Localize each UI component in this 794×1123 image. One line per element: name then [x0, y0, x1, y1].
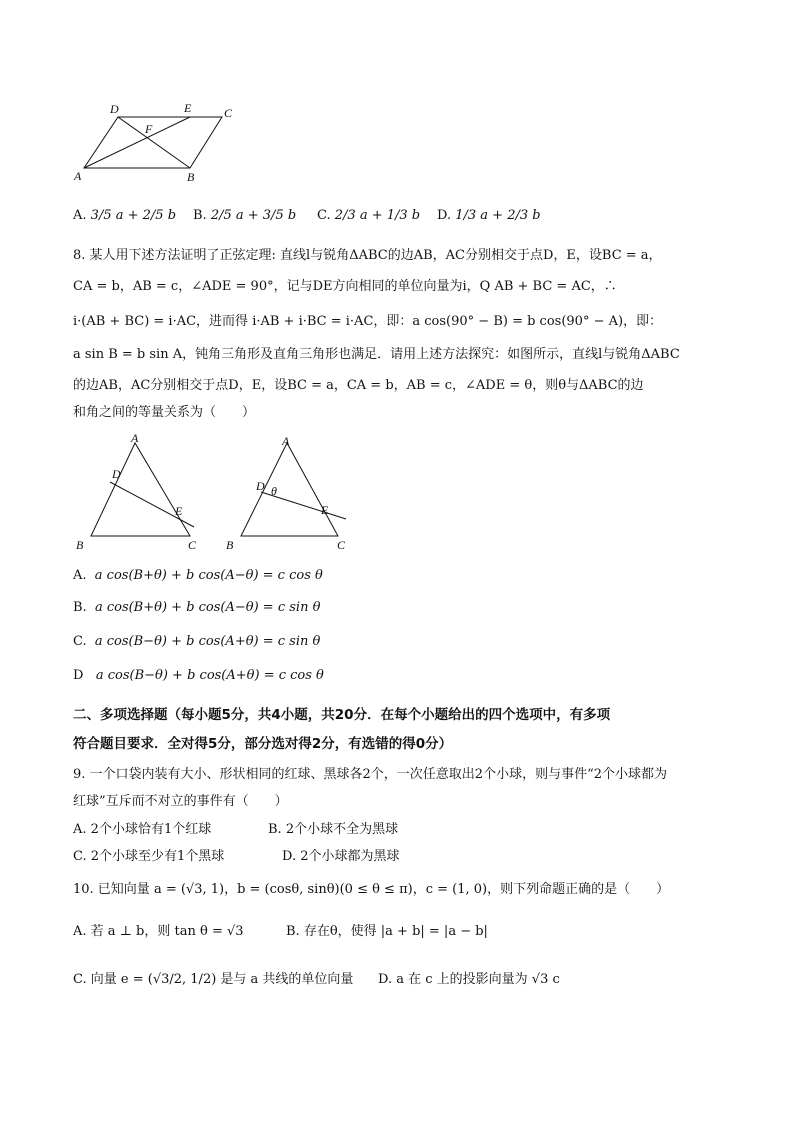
label-B: B [226, 538, 234, 552]
label-E: E [184, 101, 192, 115]
q10-option-d: D. a 在 c 上的投影向量为 √3 c [378, 972, 560, 987]
label-A: A [282, 434, 290, 448]
q8-line-1: 8. 某人用下述方法证明了正弦定理: 直线l与锐角ΔABC的边AB，AC分别相交于点D，E，设BC = a， [73, 248, 662, 263]
parallelogram-figure [70, 98, 245, 184]
q10-option-c: C. 向量 e = (√3/2, 1/2) 是与 a 共线的单位向量 [73, 972, 354, 987]
section-2-header-line-1: 二、多项选择题（每小题5分，共4小题，共20分．在每个小题给出的四个选项中，有多项 [73, 707, 611, 723]
label-D: D [256, 479, 265, 493]
q8-line-6: 和角之间的等量关系为（ ） [73, 405, 256, 420]
q8-option-c: C. a cos(B−θ) + b cos(A+θ) = c sin θ [73, 634, 321, 649]
q8-line-4: a sin B = b sin A，钝角三角形及直角三角形也满足．请用上述方法探究：如图所示，直线l与锐角ΔABC [73, 347, 680, 362]
q8-line-3: i·(AB + BC) = i·AC，进而得 i·AB + i·BC = i·AC，即：a cos(90° − B) = b cos(90° − A)，即： [73, 314, 663, 329]
q10-option-a: A. 若 a ⊥ b，则 tan θ = √3 [73, 924, 244, 939]
section-2-header-line-2: 符合题目要求．全对得5分，部分选对得2分，有选错的得0分） [73, 736, 453, 752]
label-B: B [187, 170, 195, 184]
q8-line-5: 的边AB，AC分别相交于点D，E，设BC = a，CA = b，AB = c，∠ADE = θ，则θ与ΔABC的边 [73, 378, 644, 393]
label-A: A [131, 433, 139, 445]
label-D: D [112, 467, 121, 481]
q9-line-1: 9. 一个口袋内装有大小、形状相同的红球、黑球各2个，一次任意取出2个小球，则与事件“2个小球都为 [73, 767, 667, 782]
label-E: E [321, 503, 329, 517]
q9-option-d: D. 2个小球都为黑球 [282, 849, 400, 864]
q8-line-2: CA = b，AB = c，∠ADE = 90°，记与DE方向相同的单位向量为i，Q AB + BC = AC，∴ [73, 279, 617, 294]
q8-option-a: A. a cos(B+θ) + b cos(A−θ) = c cos θ [73, 568, 323, 583]
q10-option-b: B. 存在θ，使得 |a + b| = |a − b| [286, 924, 488, 939]
label-C: C [224, 106, 233, 120]
label-C: C [188, 538, 197, 552]
q9-option-a: A. 2个小球恰有1个红球 [73, 822, 212, 837]
q8-option-b: B. a cos(B+θ) + b cos(A−θ) = c sin θ [73, 600, 321, 615]
label-D: D [110, 102, 119, 116]
label-F: F [145, 122, 153, 136]
q7-option-b: B. 2/5 a + 3/5 b [193, 208, 297, 223]
triangle-figure-left [72, 433, 207, 555]
q10-stem: 10. 已知向量 a = (√3, 1)，b = (cosθ, sinθ)(0 ≤ θ ≤ π)，c = (1, 0)，则下列命题正确的是（ ） [73, 882, 670, 897]
q9-option-b: B. 2个小球不全为黑球 [268, 822, 399, 837]
label-C: C [337, 538, 346, 552]
label-B: B [76, 538, 84, 552]
q7-option-a: A. 3/5 a + 2/5 b [73, 208, 177, 223]
q7-option-c: C. 2/3 a + 1/3 b [317, 208, 421, 223]
label-E: E [175, 504, 183, 518]
q7-option-d: D. 1/3 a + 2/3 b [437, 208, 541, 223]
q8-option-d: D a cos(B−θ) + b cos(A+θ) = c cos θ [73, 668, 324, 683]
label-theta: θ [271, 484, 277, 498]
triangle-figure-right [220, 433, 360, 555]
q9-line-2: 红球”互斥而不对立的事件有（ ） [73, 794, 288, 809]
q9-option-c: C. 2个小球至少有1个黑球 [73, 849, 225, 864]
label-A: A [74, 169, 82, 183]
